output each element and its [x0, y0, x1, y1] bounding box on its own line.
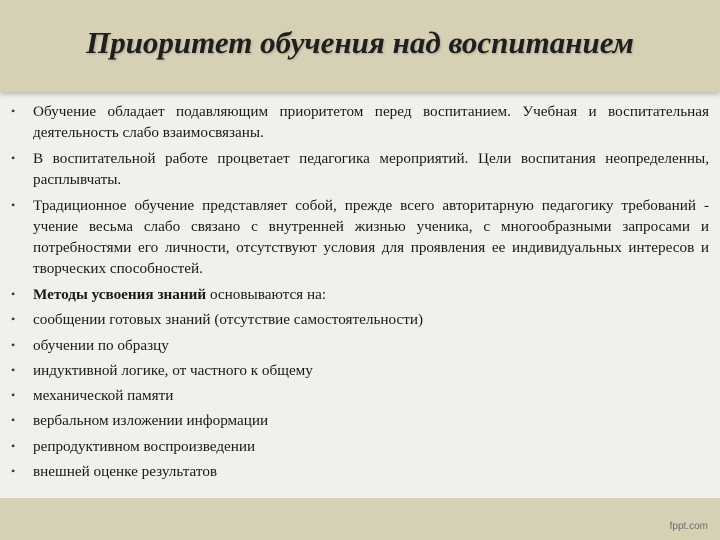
bullet-icon: • [11, 198, 16, 212]
list-item [11, 101, 709, 143]
bullet-icon: • [11, 388, 16, 403]
list-item-text: обучении по образцу [33, 336, 169, 354]
list-item-text: Обучение обладает подавляющим приоритетом перед воспитанием. Учебная и воспитательная деятельность слабо взаимосвязаны. [33, 103, 709, 141]
bullet-icon: • [11, 151, 16, 165]
list-item-text: механической памяти [33, 387, 174, 405]
list-item [11, 385, 709, 406]
list-item-text: репродуктивном воспроизведении [33, 437, 256, 455]
list-item [11, 309, 709, 330]
list-item-text: сообщении готовых знаний (отсутствие самостоятельности) [33, 311, 424, 329]
list-item [11, 335, 709, 356]
list-item-text: Традиционное обучение представляет собой, прежде всего авторитарную педагогику требований - учение весьма слабо связано с внутренней жизнью ученика, с многообразными запросами и потребностями его личности, отсутствуют условия для проявления ее индивидуальных интересов и творческих способностей. [33, 197, 709, 277]
list-item [11, 436, 709, 457]
bullet-icon: • [11, 337, 16, 352]
bullet-icon: • [11, 362, 16, 377]
list-item [11, 195, 709, 279]
list-item [11, 410, 709, 431]
list-item [11, 461, 709, 482]
bullet-icon: • [11, 104, 16, 118]
list-item-text: вербальном изложении информации [33, 412, 269, 430]
bullet-icon: • [11, 312, 16, 327]
list-item-text [33, 284, 709, 305]
list-item-text: внешней оценке результатов [33, 463, 218, 481]
footer-band [0, 498, 720, 540]
bullet-list [11, 101, 709, 486]
fppt-logo: fppt.com [669, 521, 708, 532]
list-item [11, 148, 709, 190]
list-item-bold-text: Методы усвоения знаний [33, 286, 207, 303]
list-item-text: индуктивной логике, от частного к общему [33, 361, 313, 379]
list-item-rest-text: основываются на: [206, 286, 327, 303]
slide-title: Приоритет обучения над воспитанием [86, 25, 634, 60]
bullet-icon: • [11, 464, 16, 479]
list-item [11, 360, 709, 381]
list-item-text: В воспитательной работе процветает педагогика мероприятий. Цели воспитания неопределенны, расплывчаты. [33, 150, 709, 188]
list-item [11, 284, 709, 305]
title-band [0, 0, 720, 92]
bullet-icon: • [11, 438, 16, 453]
bullet-icon: • [11, 413, 16, 428]
bullet-icon: • [11, 287, 16, 301]
